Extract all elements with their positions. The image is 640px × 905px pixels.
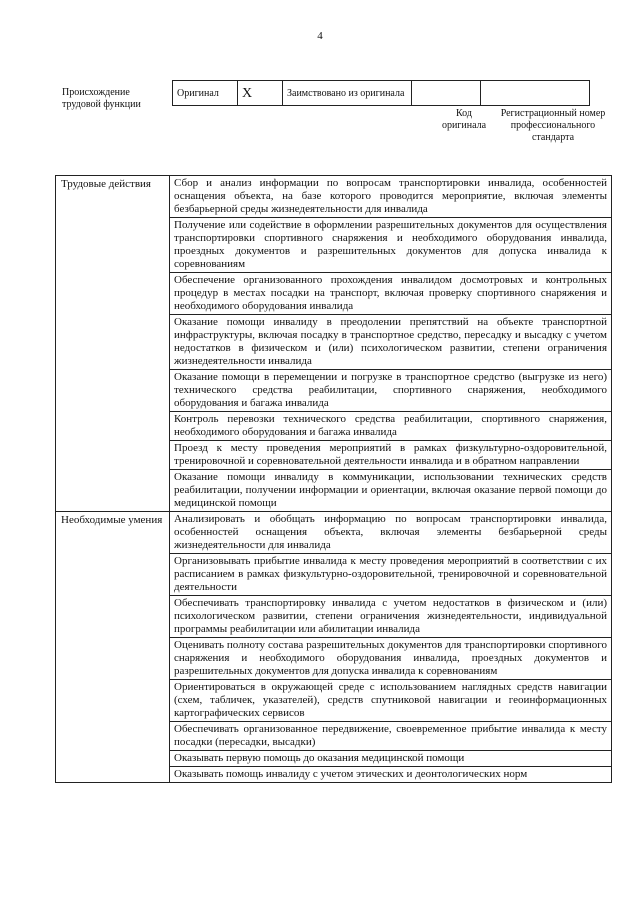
list-item: Оценивать полноту состава разрешительных документов для транспортировки спортивного снаряжения и необходимого оборудования инвалида, проездных документов и разрешительных документов для допуска инвалида к соревнованиям	[170, 638, 612, 680]
original-cell: Оригинал	[173, 81, 238, 106]
list-item: Анализировать и обобщать информацию по вопросам транспортировки инвалида, особенностей оснащения объекта, включая элементы безбарьерной среды жизнедеятельности для инвалида	[170, 512, 612, 554]
origin-label: Происхождение трудовой функции	[62, 87, 141, 110]
code-cell	[412, 81, 481, 106]
list-item: Оказывать помощь инвалиду с учетом этических и деонтологических норм	[170, 767, 612, 783]
list-item: Оказание помощи в перемещении и погрузке в транспортное средство (выгрузке из него) технического средства реабилитации, спортивного снаряжения, необходимого оборудования и багажа инвалида	[170, 370, 612, 412]
original-mark: X	[238, 81, 283, 106]
table-row	[56, 512, 612, 554]
origin-table	[172, 80, 590, 106]
list-item: Оказание помощи инвалиду в коммуникации, использовании технических средств реабилитации, получении информации и ориентации, включая оказание первой помощи до медицинской помощи	[170, 470, 612, 512]
list-item: Обеспечивать организованное передвижение, своевременное прибытие инвалида к месту посадки (пересадки, высадки)	[170, 722, 612, 751]
list-item: Сбор и анализ информации по вопросам транспортировки инвалида, особенностей оснащения объекта, на базе которого проводится мероприятие, включая элементы безбарьерной среды жизнедеятельности для инвалида	[170, 176, 612, 218]
reg-number-cell	[481, 81, 590, 106]
registration-number-label: Регистрационный номер профессионального стандарта	[500, 108, 606, 143]
list-item: Организовывать прибытие инвалида к месту проведения мероприятий в соответствии с их расписанием в рамках физкультурно-оздоровительной, тренировочной и соревновательной деятельности	[170, 554, 612, 596]
list-item: Оказание помощи инвалиду в преодолении препятствий на объекте транспортной инфраструктуры, включая посадку в транспортное средство, пересадку и высадку с учетом недостатков в физическом и (или) психологическом развитии, степени ограничения жизнедеятельности инвалида	[170, 315, 612, 370]
functions-table	[55, 175, 612, 783]
list-item: Контроль перевозки технического средства реабилитации, спортивного снаряжения, необходимого оборудования и багажа инвалида	[170, 412, 612, 441]
borrowed-cell: Заимствовано из оригинала	[283, 81, 412, 106]
list-item: Проезд к месту проведения мероприятий в рамках физкультурно-оздоровительной, тренировочной и соревновательной деятельности инвалида и в обратном направлении	[170, 441, 612, 470]
list-item: Обеспечение организованного прохождения инвалидом досмотровых и контрольных процедур в местах посадки на транспорт, включая проверку спортивного снаряжения и необходимого оборудования инвалида	[170, 273, 612, 315]
list-item: Ориентироваться в окружающей среде с использованием наглядных средств навигации (схем, табличек, указателей), средств спутниковой навигации и геоинформационных картографических сервисов	[170, 680, 612, 722]
section-title: Трудовые действия	[56, 176, 170, 512]
page-number: 4	[317, 30, 323, 42]
table-row	[56, 176, 612, 218]
list-item: Оказывать первую помощь до оказания медицинской помощи	[170, 751, 612, 767]
code-original-label: Код оригинала	[441, 108, 487, 131]
list-item: Обеспечивать транспортировку инвалида с учетом недостатков в физическом и (или) психологическом развитии, степени ограничения жизнедеятельности, индивидуальной программы реабилитации или абилитации инвалида	[170, 596, 612, 638]
list-item: Получение или содействие в оформлении разрешительных документов для осуществления транспортировки спортивного снаряжения и необходимого оборудования инвалида, проездных документов и разрешительных документов для допуска инвалида к соревнованиям	[170, 218, 612, 273]
section-title: Необходимые умения	[56, 512, 170, 783]
